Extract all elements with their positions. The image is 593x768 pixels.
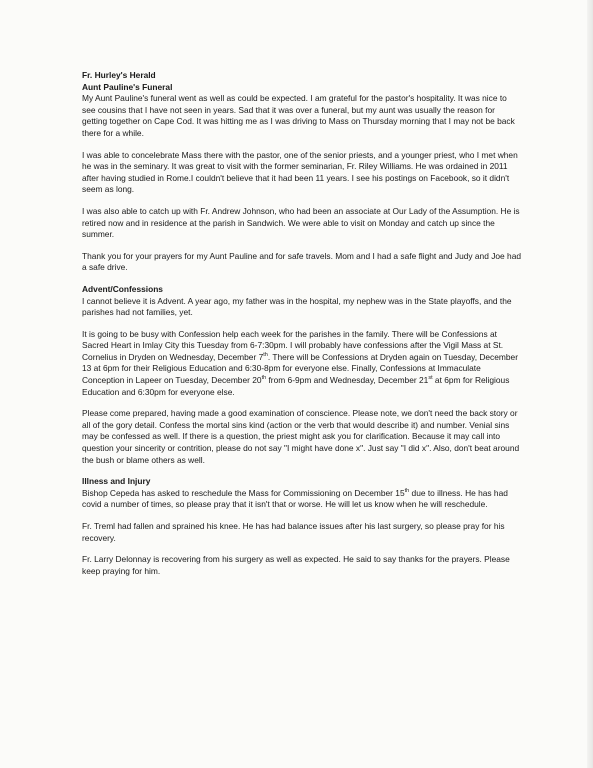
scan-edge-shadow (587, 0, 593, 768)
paragraph-confessions-schedule: It is going to be busy with Confession help each week for the parishes in the family. There will be Confessions at Sacred Heart in Imlay City this Tuesday from 6-7:30pm. I will probably have confessions after the Vigil Mass at St. Cornelius in Dryden on Wednesday, December 7th. There will be Confessions at Dryden again on Tuesday, December 13 at 6pm for their Religious Education and 6:30-8pm for everyone else. Finally, Confessions at Immaculate Conception in Lapeer on Tuesday, December 20th from 6-9pm and Wednesday, December 21st at 6pm for Religious Education and 6:30pm for everyone else. (82, 328, 518, 397)
paragraph: Please come prepared, having made a good examination of conscience. Please note, we don't need the back story or all of the gory detail. Confess the mortal sins kind (action or the verb that would describe it) and number. Venial sins may be confessed as well. If there is a question, the priest might ask you for clarification. Because it may call into question your sincerity or contrition, please do not say "I might have done x". Just say "I did x". Also, don't beat around the bush or blame others as well. (82, 408, 520, 465)
section-heading-funeral: Aunt Pauline's Funeral (82, 81, 173, 92)
paragraph: My Aunt Pauline's funeral went as well as could be expected. I am grateful for the pastor's hospitality. It was nice to see cousins that I have not seen in years. Sad that it was over a funeral, but my aunt was usually the reason for getting together on Cape Cod. It was hitting me as I was driving to Mass on Thursday morning that I may not be back there for a while. (82, 93, 515, 138)
paragraph: I was able to concelebrate Mass there with the pastor, one of the senior priests, and a younger priest, who I met when he was in the seminary. It was great to visit with the former seminarian, Fr. Riley Williams. He was ordained in 2011 after having studied in Rome.I couldn't believe that it had been 11 years. I see his postings on Facebook, so it didn't seem as long. (82, 149, 518, 195)
paragraph: Fr. Larry Delonnay is recovering from his surgery as well as expected. He said to say thanks for the prayers. Please keep praying for him. (82, 554, 510, 576)
newsletter-title: Fr. Hurley's Herald (82, 70, 156, 80)
section-heading-advent: Advent/Confessions (82, 283, 163, 294)
paragraph: I was also able to catch up with Fr. Andrew Johnson, who had been an associate at Our Lady of the Assumption. He is retired now and in residence at the parish in Sandwich. We were able to visit on Monday and catch up since the summer. (82, 205, 520, 240)
paragraph: Thank you for your prayers for my Aunt Pauline and for safe travels. Mom and I had a safe flight and Judy and Joe had a safe drive. (82, 250, 522, 273)
paragraph: Bishop Cepeda has asked to reschedule the Mass for Commissioning on December 15th due to illness. He has had covid a number of times, so please pray that it isn't that or worse. He will let us know when he will reschedule. (82, 487, 508, 510)
newsletter-body (82, 70, 522, 587)
paragraph: Fr. Treml had fallen and sprained his knee. He has had balance issues after his last surgery, so please pray for his recovery. (82, 521, 505, 543)
paragraph: I cannot believe it is Advent. A year ago, my father was in the hospital, my nephew was in the State playoffs, and the parishes had not families, yet. (82, 295, 512, 318)
section-heading-illness: Illness and Injury (82, 476, 151, 487)
